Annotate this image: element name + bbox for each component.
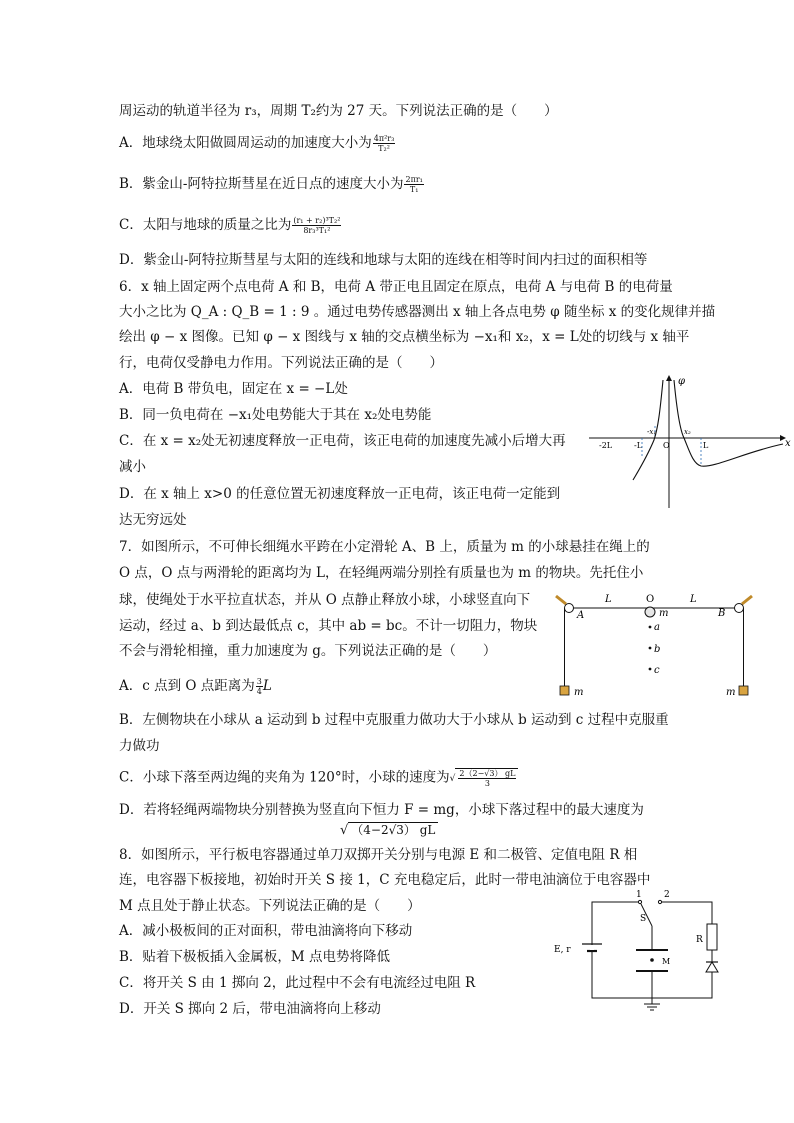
q7-pulley-figure [552,586,760,700]
battery-gap [590,945,594,950]
label-A: A [577,610,585,621]
label-m-ball: m [659,608,669,619]
tick-label-neg-x1: -x₁ [647,428,657,436]
q7-stem-line-2: O 点，O 点与两滑轮的距离均为 L，在轻绳两端分别拴有质量也为 m 的物块。先托住小 [119,565,644,581]
pulley-a [565,604,574,613]
q8-stem-line-2: 连，电容器下板接地，初始时开关 S 接 1，C 充电稳定后，此时一带电油滴位于电容器中 [119,872,651,888]
q8-option-b: B．贴着下极板插入金属板，M 点电势将降低 [119,949,391,965]
q6-option-c-line-1: C．在 x = x₂处无初速度释放一正电荷，该正电荷的加速度先减小后增大再 [119,433,566,449]
label-M: M [662,957,671,966]
label-L-right: L [690,594,697,605]
resistor [707,924,717,950]
ball [645,607,655,617]
phi-axis-label: φ [678,376,686,387]
q7-option-c [119,768,518,788]
q6-option-b: B．同一负电荷在 −x₁处电势能大于其在 x₂处电势能 [119,407,432,423]
q5-option-c-text: C．太阳与地球的质量之比为 [119,217,292,233]
q8-option-d: D．开关 S 掷向 2 后，带电油滴将向上移动 [119,1001,381,1017]
tick-label-x2: x₂ [684,428,691,436]
q8-stem-line-1: 8．如图所示，平行板电容器通过单刀双掷开关分别与电源 E 和二极管、定值电阻 R 相 [119,847,638,863]
q8-option-a: A．减小极板间的正对面积，带电油滴将向下移动 [119,923,413,939]
tick-label-L: L [703,441,709,450]
q6-option-d-line-1: D．在 x 轴上 x>0 的任意位置无初速度释放一正电荷，该正电荷一定能到 [119,486,561,502]
q7-stem-line-3: 球，使绳处于水平拉直状态，并从 O 点静止释放小球，小球竖直向下 [119,592,531,608]
tick-label-neg-L: -L [634,441,643,450]
q7-option-a-fraction: $\frac{3}{4}$ [256,677,262,696]
q7-stem-line-1: 7．如图所示，不可伸长细绳水平跨在小定滑轮 A、B 上，质量为 m 的小球悬挂在绳上的 [119,539,650,555]
label-L-left: L [605,594,612,605]
q6-option-d-line-2: 达无穷远处 [119,512,187,528]
q8-option-c: C．将开关 S 由 1 掷向 2，此过程中不会有电流经过电阻 R [119,975,476,991]
q5-option-a-fraction: $\frac{\text{4π²r₃}}{\text{T₂²}}$ [373,134,395,153]
right-support [742,596,752,604]
switch-contact-2 [658,900,661,903]
origin-label: O [663,441,670,450]
q8-circuit-figure [548,884,732,1014]
phi-curve-right [674,380,783,466]
label-b: b [654,644,661,655]
q8-stem-line-3: M 点且处于静止状态。下列说法正确的是（ ） [119,898,421,914]
label-1: 1 [636,890,642,900]
q6-stem-line-4: 行，电荷仅受静电力作用。下列说法正确的是（ ） [119,355,443,371]
label-O: O [646,594,655,605]
tick-label-neg-2L: -2L [599,441,613,450]
label-R: R [696,935,703,945]
label-E-r: E, r [554,945,571,955]
point-c [649,668,652,671]
q6-option-c-line-2: 减小 [119,459,146,475]
left-block [560,686,569,695]
q5-option-c [119,216,341,235]
switch-contact-1 [638,900,641,903]
label-m-right: m [726,687,736,698]
q7-option-b-line-1: B．左侧物块在小球从 a 运动到 b 过程中克服重力做功大于小球从 b 运动到 c 过程中克服重 [119,712,669,728]
q6-option-a: A．电荷 B 带负电，固定在 x = −L处 [119,381,348,397]
diode-triangle [706,962,718,972]
q7-option-a-text: A．c 点到 O 点距离为 [119,678,255,694]
q5-option-b-fraction: $\frac{\text{2πr₁}}{\text{T₁}}$ [405,175,423,194]
q7-option-c-sqrt: √ $\frac{2(2-√3) gL}{3}$ [450,768,519,788]
q7-option-b-line-2: 力做功 [119,738,160,754]
q7-stem-line-5: 不会与滑轮相撞，重力加速度为 g。下列说法正确的是（ ） [119,643,497,659]
q5-option-b-text: B．紫金山-阿特拉斯彗星在近日点的速度大小为 [119,176,404,192]
q6-phi-x-graph [585,370,793,510]
point-a [649,626,652,629]
q5-option-a-text: A．地球绕太阳做圆周运动的加速度大小为 [119,135,372,151]
label-m-left: m [574,687,584,698]
x-axis-label: x [785,438,791,449]
q6-stem-line-2: 大小之比为 Q_A : Q_B = 1 : 9 。通过电势传感器测出 x 轴上各点电势 φ 随坐标 x 的变化规律并描 [119,304,716,320]
q7-option-a: A．c 点到 O 点距离为 $\frac{3}{4}$ L [119,677,272,696]
label-S: S [640,914,647,924]
label-B: B [718,608,726,619]
q7-stem-line-4: 运动，经过 a、b 到达最低点 c，其中 ab = bc。不计一切阻力，物块 [119,618,538,634]
q5-option-a [119,134,395,153]
oil-drop [650,958,654,962]
label-a: a [654,622,660,633]
left-support [556,596,566,604]
q6-stem-line-1: 6．x 轴上固定两个点电荷 A 和 B，电荷 A 带正电且固定在原点，电荷 A 与电荷 B 的电荷量 [119,279,673,295]
q5-option-d: D．紫金山-阿特拉斯彗星与太阳的连线和地球与太阳的连线在相等时间内扫过的面积相等 [119,252,648,268]
right-block [739,686,748,695]
q7-option-d-line-1: D．若将轻绳两端物块分别替换为竖直向下恒力 F = mg，小球下落过程中的最大速度为 [119,802,644,818]
q6-stem-line-3: 绘出 φ − x 图像。已知 φ − x 图线与 x 轴的交点横坐标为 −x₁和 x₂，x = L处的切线与 x 轴平 [119,329,690,345]
q5-option-b [119,175,424,194]
point-b [649,647,652,650]
pulley-b [735,604,744,613]
q5-option-c-fraction: $\frac{\text{(r₁ + r₂)³T₂²}}{\text{8r₃³T₁²}}$ [293,216,341,235]
q7-option-d-sqrt: √ （4−2√3） gL [340,821,438,840]
q7-option-c-text: C．小球下落至两边绳的夹角为 120°时，小球的速度为 [119,769,450,786]
q5-stem: 周运动的轨道半径为 r₃，周期 T₂约为 27 天。下列说法正确的是（ ） [119,103,558,119]
label-2: 2 [664,890,670,900]
label-c: c [654,665,660,676]
